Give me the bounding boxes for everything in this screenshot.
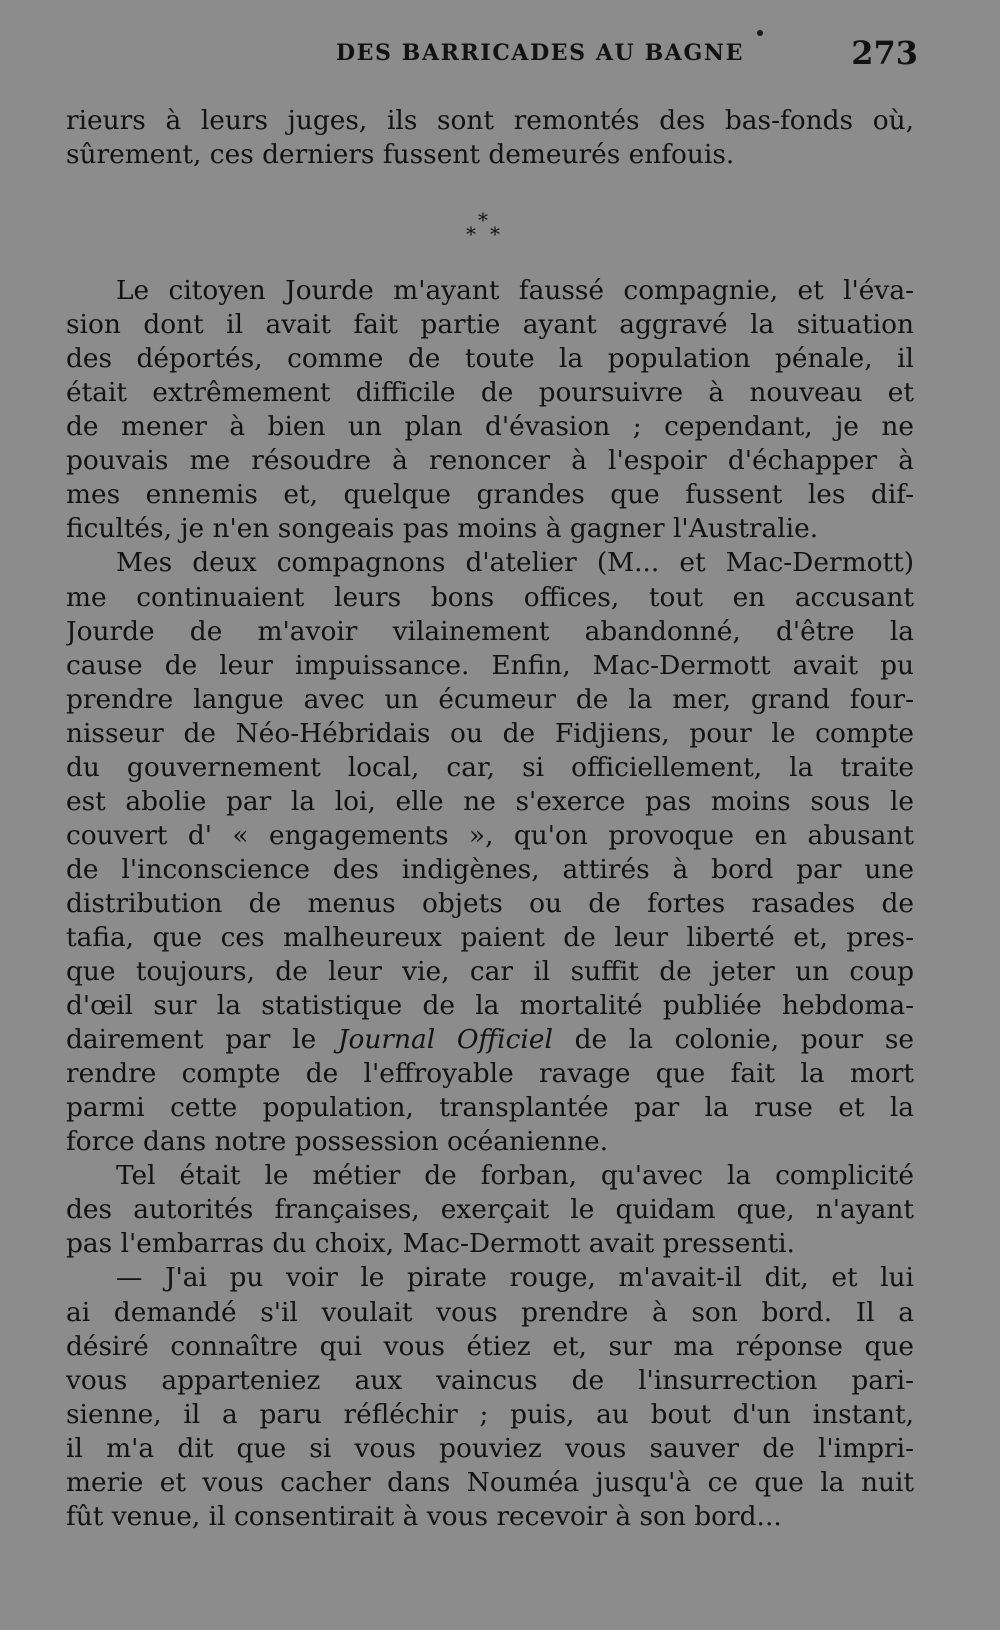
text-line: d'œil sur la statistique de la mortalité publiée hebdoma- bbox=[66, 990, 914, 1022]
text-line: ficultés, je n'en songeais pas moins à gagner l'Australie. bbox=[66, 513, 819, 545]
text-line: sienne, il a paru réfléchir ; puis, au bout d'un instant, bbox=[66, 1398, 914, 1430]
text-line: désiré connaître qui vous étiez et, sur ma réponse que bbox=[66, 1330, 914, 1362]
text-line: de l'inconscience des indigènes, attirés à bord par une bbox=[66, 853, 914, 885]
text-line: du gouvernement local, car, si officiellement, la traite bbox=[66, 751, 914, 783]
text-line: de mener à bien un plan d'évasion ; cependant, je ne bbox=[66, 411, 914, 443]
asterism-star-left: * bbox=[466, 222, 476, 246]
text-line: cause de leur impuissance. Enfin, Mac-Dermott avait pu bbox=[66, 649, 914, 681]
text-line: ai demandé s'il voulait vous prendre à son bord. Il a bbox=[66, 1296, 914, 1328]
text-line: nisseur de Néo-Hébridais ou de Fidjiens, pour le compte bbox=[66, 717, 914, 749]
body-text bbox=[66, 104, 914, 1534]
text-line: des autorités françaises, exerçait le quidam que, n'ayant bbox=[66, 1194, 914, 1226]
journal-title-italic: Journal Officiel bbox=[337, 1024, 553, 1056]
text-line: tafia, que ces malheureux paient de leur liberté et, pres- bbox=[66, 921, 914, 953]
text-line: Jourde de m'avoir vilainement abandonné, d'être la bbox=[66, 615, 914, 647]
text-line: me continuaient leurs bons offices, tout en accusant bbox=[66, 581, 914, 613]
text-line: pouvais me résoudre à renoncer à l'espoir d'échapper à bbox=[66, 445, 914, 477]
page-number: 273 bbox=[851, 34, 918, 72]
section-gap bbox=[66, 172, 914, 274]
text-line: Tel était le métier de forban, qu'avec la complicité bbox=[116, 1160, 914, 1192]
text-line: rendre compte de l'effroyable ravage que fait la mort bbox=[66, 1058, 914, 1090]
text-line: est abolie par la loi, elle ne s'exerce pas moins sous le bbox=[66, 785, 914, 817]
text-line: que toujours, de leur vie, car il suffit de jeter un coup bbox=[66, 956, 914, 988]
text-line: pas l'embarras du choix, Mac-Dermott avait pressenti. bbox=[66, 1228, 795, 1260]
text-line: prendre langue avec un écumeur de la mer, grand four- bbox=[66, 683, 914, 715]
ink-speck bbox=[757, 30, 763, 36]
text-line: sion dont il avait fait partie ayant aggravé la situation bbox=[66, 309, 914, 341]
asterism-star-top: * bbox=[478, 208, 488, 232]
text-segment: dairement par le bbox=[66, 1024, 338, 1056]
text-line: fût venue, il consentirait à vous recevoir à son bord... bbox=[66, 1500, 782, 1532]
text-line: Le citoyen Jourde m'ayant faussé compagnie, et l'éva- bbox=[116, 275, 914, 307]
running-title: DES BARRICADES AU BAGNE bbox=[336, 40, 744, 66]
text-line: sûrement, ces derniers fussent demeurés enfouis. bbox=[66, 139, 735, 171]
text-line: mes ennemis et, quelque grandes que fussent les dif- bbox=[66, 479, 914, 511]
text-line: parmi cette population, transplantée par la ruse et la bbox=[66, 1092, 914, 1124]
text-line: distribution de menus objets ou de fortes rasades de bbox=[66, 887, 914, 919]
asterism-star-right: * bbox=[490, 222, 500, 246]
text-line-with-italic-title bbox=[66, 1023, 914, 1057]
text-line: des déportés, comme de toute la population pénale, il bbox=[66, 343, 914, 375]
text-segment: de la colonie, pour se bbox=[552, 1024, 914, 1056]
text-line: — J'ai pu voir le pirate rouge, m'avait-il dit, et lui bbox=[116, 1262, 914, 1294]
text-line: Mes deux compagnons d'atelier (M... et Mac-Dermott) bbox=[116, 547, 914, 579]
text-line: force dans notre possession océanienne. bbox=[66, 1126, 609, 1158]
text-line: rieurs à leurs juges, ils sont remontés des bas-fonds où, bbox=[66, 105, 914, 136]
text-line: vous apparteniez aux vaincus de l'insurrection pari- bbox=[66, 1364, 914, 1396]
text-line: il m'a dit que si vous pouviez vous sauver de l'impri- bbox=[66, 1432, 914, 1464]
text-line: était extrêmement difficile de poursuivre à nouveau et bbox=[66, 377, 914, 409]
text-line: couvert d' « engagements », qu'on provoque en abusant bbox=[66, 819, 914, 851]
text-line: merie et vous cacher dans Nouméa jusqu'à ce que la nuit bbox=[66, 1466, 914, 1498]
